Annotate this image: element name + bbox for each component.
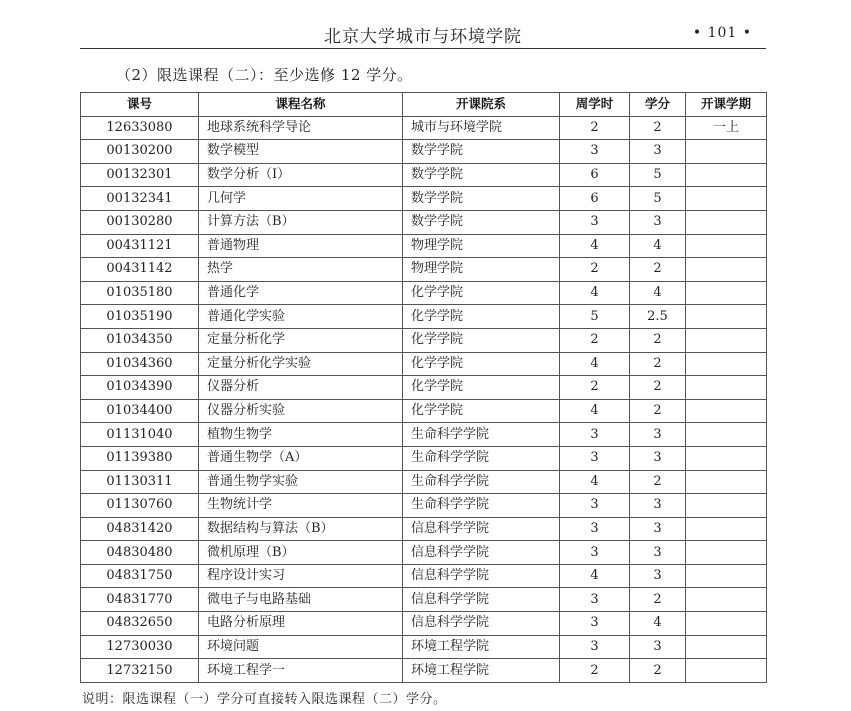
table-row bbox=[81, 635, 767, 659]
course-term-cell bbox=[686, 635, 767, 659]
table-row bbox=[81, 328, 767, 352]
table-row bbox=[81, 446, 767, 470]
course-hours-cell: 4 bbox=[560, 352, 630, 376]
course-name-cell: 几何学 bbox=[199, 187, 403, 211]
course-credits-cell: 3 bbox=[630, 446, 686, 470]
table-row bbox=[81, 163, 767, 187]
course-dept-cell: 数学学院 bbox=[403, 210, 560, 234]
course-hours-cell: 2 bbox=[560, 376, 630, 400]
course-term-cell bbox=[686, 517, 767, 541]
page-title: 北京大学城市与环境学院 bbox=[324, 27, 522, 47]
table-row bbox=[81, 399, 767, 423]
table-row bbox=[81, 305, 767, 329]
course-credits-cell: 4 bbox=[630, 612, 686, 636]
course-dept-cell: 环境工程学院 bbox=[403, 659, 560, 683]
column-header-term: 开课学期 bbox=[686, 93, 767, 117]
course-name-cell: 数学模型 bbox=[199, 140, 403, 164]
course-dept-cell: 生命科学学院 bbox=[403, 423, 560, 447]
course-code-cell: 01034360 bbox=[81, 352, 199, 376]
course-credits-cell: 2 bbox=[630, 399, 686, 423]
course-code-cell: 00132341 bbox=[81, 187, 199, 211]
course-credits-cell: 2.5 bbox=[630, 305, 686, 329]
course-hours-cell: 3 bbox=[560, 635, 630, 659]
course-dept-cell: 物理学院 bbox=[403, 258, 560, 282]
column-header-credits: 学分 bbox=[630, 93, 686, 117]
table-row bbox=[81, 494, 767, 518]
course-term-cell bbox=[686, 541, 767, 565]
course-name-cell: 仪器分析实验 bbox=[199, 399, 403, 423]
course-hours-cell: 6 bbox=[560, 163, 630, 187]
table-header-row bbox=[81, 93, 767, 117]
course-term-cell bbox=[686, 494, 767, 518]
course-term-cell bbox=[686, 234, 767, 258]
course-dept-cell: 信息科学学院 bbox=[403, 564, 560, 588]
course-name-cell: 热学 bbox=[199, 258, 403, 282]
course-name-cell: 数学分析（Ⅰ） bbox=[199, 163, 403, 187]
course-name-cell: 环境问题 bbox=[199, 635, 403, 659]
course-code-cell: 01034390 bbox=[81, 376, 199, 400]
table-row bbox=[81, 659, 767, 683]
course-hours-cell: 3 bbox=[560, 612, 630, 636]
course-dept-cell: 数学学院 bbox=[403, 187, 560, 211]
course-dept-cell: 化学学院 bbox=[403, 352, 560, 376]
course-name-cell: 定量分析化学 bbox=[199, 328, 403, 352]
course-dept-cell: 化学学院 bbox=[403, 399, 560, 423]
course-dept-cell: 信息科学学院 bbox=[403, 612, 560, 636]
course-name-cell: 植物生物学 bbox=[199, 423, 403, 447]
table-row bbox=[81, 258, 767, 282]
course-code-cell: 01034350 bbox=[81, 328, 199, 352]
course-hours-cell: 3 bbox=[560, 588, 630, 612]
table-row bbox=[81, 187, 767, 211]
course-credits-cell: 3 bbox=[630, 541, 686, 565]
footnote: 说明：限选课程（一）学分可直接转入限选课程（二）学分。 bbox=[82, 692, 447, 707]
table-row bbox=[81, 281, 767, 305]
course-dept-cell: 生命科学学院 bbox=[403, 446, 560, 470]
course-dept-cell: 环境工程学院 bbox=[403, 635, 560, 659]
table-row bbox=[81, 210, 767, 234]
course-hours-cell: 2 bbox=[560, 328, 630, 352]
course-name-cell: 定量分析化学实验 bbox=[199, 352, 403, 376]
course-hours-cell: 2 bbox=[560, 659, 630, 683]
course-dept-cell: 信息科学学院 bbox=[403, 541, 560, 565]
course-term-cell bbox=[686, 210, 767, 234]
section-subtitle: （2）限选课程（二）：至少选修 12 学分。 bbox=[116, 66, 413, 84]
course-hours-cell: 6 bbox=[560, 187, 630, 211]
course-code-cell: 01034400 bbox=[81, 399, 199, 423]
column-header-name: 课程名称 bbox=[199, 93, 403, 117]
course-term-cell bbox=[686, 328, 767, 352]
course-code-cell: 00132301 bbox=[81, 163, 199, 187]
course-term-cell bbox=[686, 140, 767, 164]
course-hours-cell: 4 bbox=[560, 470, 630, 494]
course-term-cell bbox=[686, 352, 767, 376]
course-credits-cell: 2 bbox=[630, 470, 686, 494]
course-code-cell: 00130200 bbox=[81, 140, 199, 164]
course-name-cell: 普通生物学（A） bbox=[199, 446, 403, 470]
course-name-cell: 地球系统科学导论 bbox=[199, 116, 403, 140]
course-term-cell bbox=[686, 470, 767, 494]
course-term-cell bbox=[686, 564, 767, 588]
course-hours-cell: 3 bbox=[560, 541, 630, 565]
table-row bbox=[81, 517, 767, 541]
course-term-cell bbox=[686, 281, 767, 305]
column-header-hours: 周学时 bbox=[560, 93, 630, 117]
course-name-cell: 生物统计学 bbox=[199, 494, 403, 518]
course-name-cell: 普通化学实验 bbox=[199, 305, 403, 329]
page-header bbox=[80, 18, 766, 49]
course-code-cell: 04831770 bbox=[81, 588, 199, 612]
course-name-cell: 计算方法（B） bbox=[199, 210, 403, 234]
course-credits-cell: 2 bbox=[630, 258, 686, 282]
course-name-cell: 环境工程学一 bbox=[199, 659, 403, 683]
course-hours-cell: 4 bbox=[560, 281, 630, 305]
course-code-cell: 00130280 bbox=[81, 210, 199, 234]
course-term-cell: 一上 bbox=[686, 116, 767, 140]
page-number: • 101 • bbox=[692, 25, 752, 41]
table-row bbox=[81, 140, 767, 164]
table-row bbox=[81, 470, 767, 494]
course-code-cell: 04832650 bbox=[81, 612, 199, 636]
course-credits-cell: 2 bbox=[630, 659, 686, 683]
course-name-cell: 仪器分析 bbox=[199, 376, 403, 400]
course-hours-cell: 2 bbox=[560, 258, 630, 282]
course-code-cell: 04830480 bbox=[81, 541, 199, 565]
table-row bbox=[81, 234, 767, 258]
course-term-cell bbox=[686, 187, 767, 211]
course-term-cell bbox=[686, 446, 767, 470]
course-credits-cell: 2 bbox=[630, 352, 686, 376]
course-name-cell: 普通化学 bbox=[199, 281, 403, 305]
course-dept-cell: 生命科学学院 bbox=[403, 470, 560, 494]
table-row bbox=[81, 116, 767, 140]
course-dept-cell: 数学学院 bbox=[403, 163, 560, 187]
course-term-cell bbox=[686, 423, 767, 447]
column-header-code: 课号 bbox=[81, 93, 199, 117]
course-term-cell bbox=[686, 376, 767, 400]
course-name-cell: 普通物理 bbox=[199, 234, 403, 258]
course-name-cell: 微电子与电路基础 bbox=[199, 588, 403, 612]
course-name-cell: 数据结构与算法（B） bbox=[199, 517, 403, 541]
course-code-cell: 00431142 bbox=[81, 258, 199, 282]
course-credits-cell: 5 bbox=[630, 187, 686, 211]
table-row bbox=[81, 376, 767, 400]
course-code-cell: 01035180 bbox=[81, 281, 199, 305]
course-code-cell: 12732150 bbox=[81, 659, 199, 683]
course-hours-cell: 4 bbox=[560, 399, 630, 423]
course-credits-cell: 3 bbox=[630, 210, 686, 234]
course-hours-cell: 3 bbox=[560, 423, 630, 447]
course-code-cell: 00431121 bbox=[81, 234, 199, 258]
course-code-cell: 01131040 bbox=[81, 423, 199, 447]
course-name-cell: 电路分析原理 bbox=[199, 612, 403, 636]
course-code-cell: 12730030 bbox=[81, 635, 199, 659]
course-code-cell: 12633080 bbox=[81, 116, 199, 140]
course-name-cell: 微机原理（B） bbox=[199, 541, 403, 565]
course-hours-cell: 2 bbox=[560, 116, 630, 140]
course-dept-cell: 化学学院 bbox=[403, 305, 560, 329]
course-hours-cell: 5 bbox=[560, 305, 630, 329]
table-row bbox=[81, 564, 767, 588]
course-credits-cell: 4 bbox=[630, 234, 686, 258]
course-hours-cell: 3 bbox=[560, 446, 630, 470]
course-table-body bbox=[81, 116, 767, 682]
course-credits-cell: 3 bbox=[630, 564, 686, 588]
course-code-cell: 04831750 bbox=[81, 564, 199, 588]
course-hours-cell: 4 bbox=[560, 234, 630, 258]
course-term-cell bbox=[686, 399, 767, 423]
course-dept-cell: 生命科学学院 bbox=[403, 494, 560, 518]
table-row bbox=[81, 423, 767, 447]
course-credits-cell: 5 bbox=[630, 163, 686, 187]
course-dept-cell: 数学学院 bbox=[403, 140, 560, 164]
course-dept-cell: 物理学院 bbox=[403, 234, 560, 258]
course-hours-cell: 4 bbox=[560, 564, 630, 588]
course-term-cell bbox=[686, 258, 767, 282]
course-hours-cell: 3 bbox=[560, 494, 630, 518]
course-code-cell: 01130311 bbox=[81, 470, 199, 494]
course-term-cell bbox=[686, 163, 767, 187]
course-credits-cell: 2 bbox=[630, 588, 686, 612]
course-hours-cell: 3 bbox=[560, 517, 630, 541]
course-credits-cell: 2 bbox=[630, 328, 686, 352]
course-code-cell: 04831420 bbox=[81, 517, 199, 541]
course-credits-cell: 3 bbox=[630, 494, 686, 518]
table-row bbox=[81, 612, 767, 636]
table-row bbox=[81, 541, 767, 565]
course-dept-cell: 化学学院 bbox=[403, 281, 560, 305]
column-header-dept: 开课院系 bbox=[403, 93, 560, 117]
course-dept-cell: 信息科学学院 bbox=[403, 517, 560, 541]
course-term-cell bbox=[686, 588, 767, 612]
course-hours-cell: 3 bbox=[560, 210, 630, 234]
course-code-cell: 01139380 bbox=[81, 446, 199, 470]
course-credits-cell: 3 bbox=[630, 140, 686, 164]
course-dept-cell: 化学学院 bbox=[403, 376, 560, 400]
table-row bbox=[81, 352, 767, 376]
course-term-cell bbox=[686, 659, 767, 683]
course-term-cell bbox=[686, 305, 767, 329]
course-dept-cell: 化学学院 bbox=[403, 328, 560, 352]
course-dept-cell: 信息科学学院 bbox=[403, 588, 560, 612]
course-term-cell bbox=[686, 612, 767, 636]
course-code-cell: 01130760 bbox=[81, 494, 199, 518]
course-credits-cell: 4 bbox=[630, 281, 686, 305]
course-credits-cell: 3 bbox=[630, 423, 686, 447]
course-credits-cell: 2 bbox=[630, 116, 686, 140]
course-dept-cell: 城市与环境学院 bbox=[403, 116, 560, 140]
course-table bbox=[80, 92, 767, 683]
course-credits-cell: 2 bbox=[630, 376, 686, 400]
course-credits-cell: 3 bbox=[630, 635, 686, 659]
course-name-cell: 普通生物学实验 bbox=[199, 470, 403, 494]
course-name-cell: 程序设计实习 bbox=[199, 564, 403, 588]
course-hours-cell: 3 bbox=[560, 140, 630, 164]
course-code-cell: 01035190 bbox=[81, 305, 199, 329]
table-row bbox=[81, 588, 767, 612]
course-credits-cell: 3 bbox=[630, 517, 686, 541]
